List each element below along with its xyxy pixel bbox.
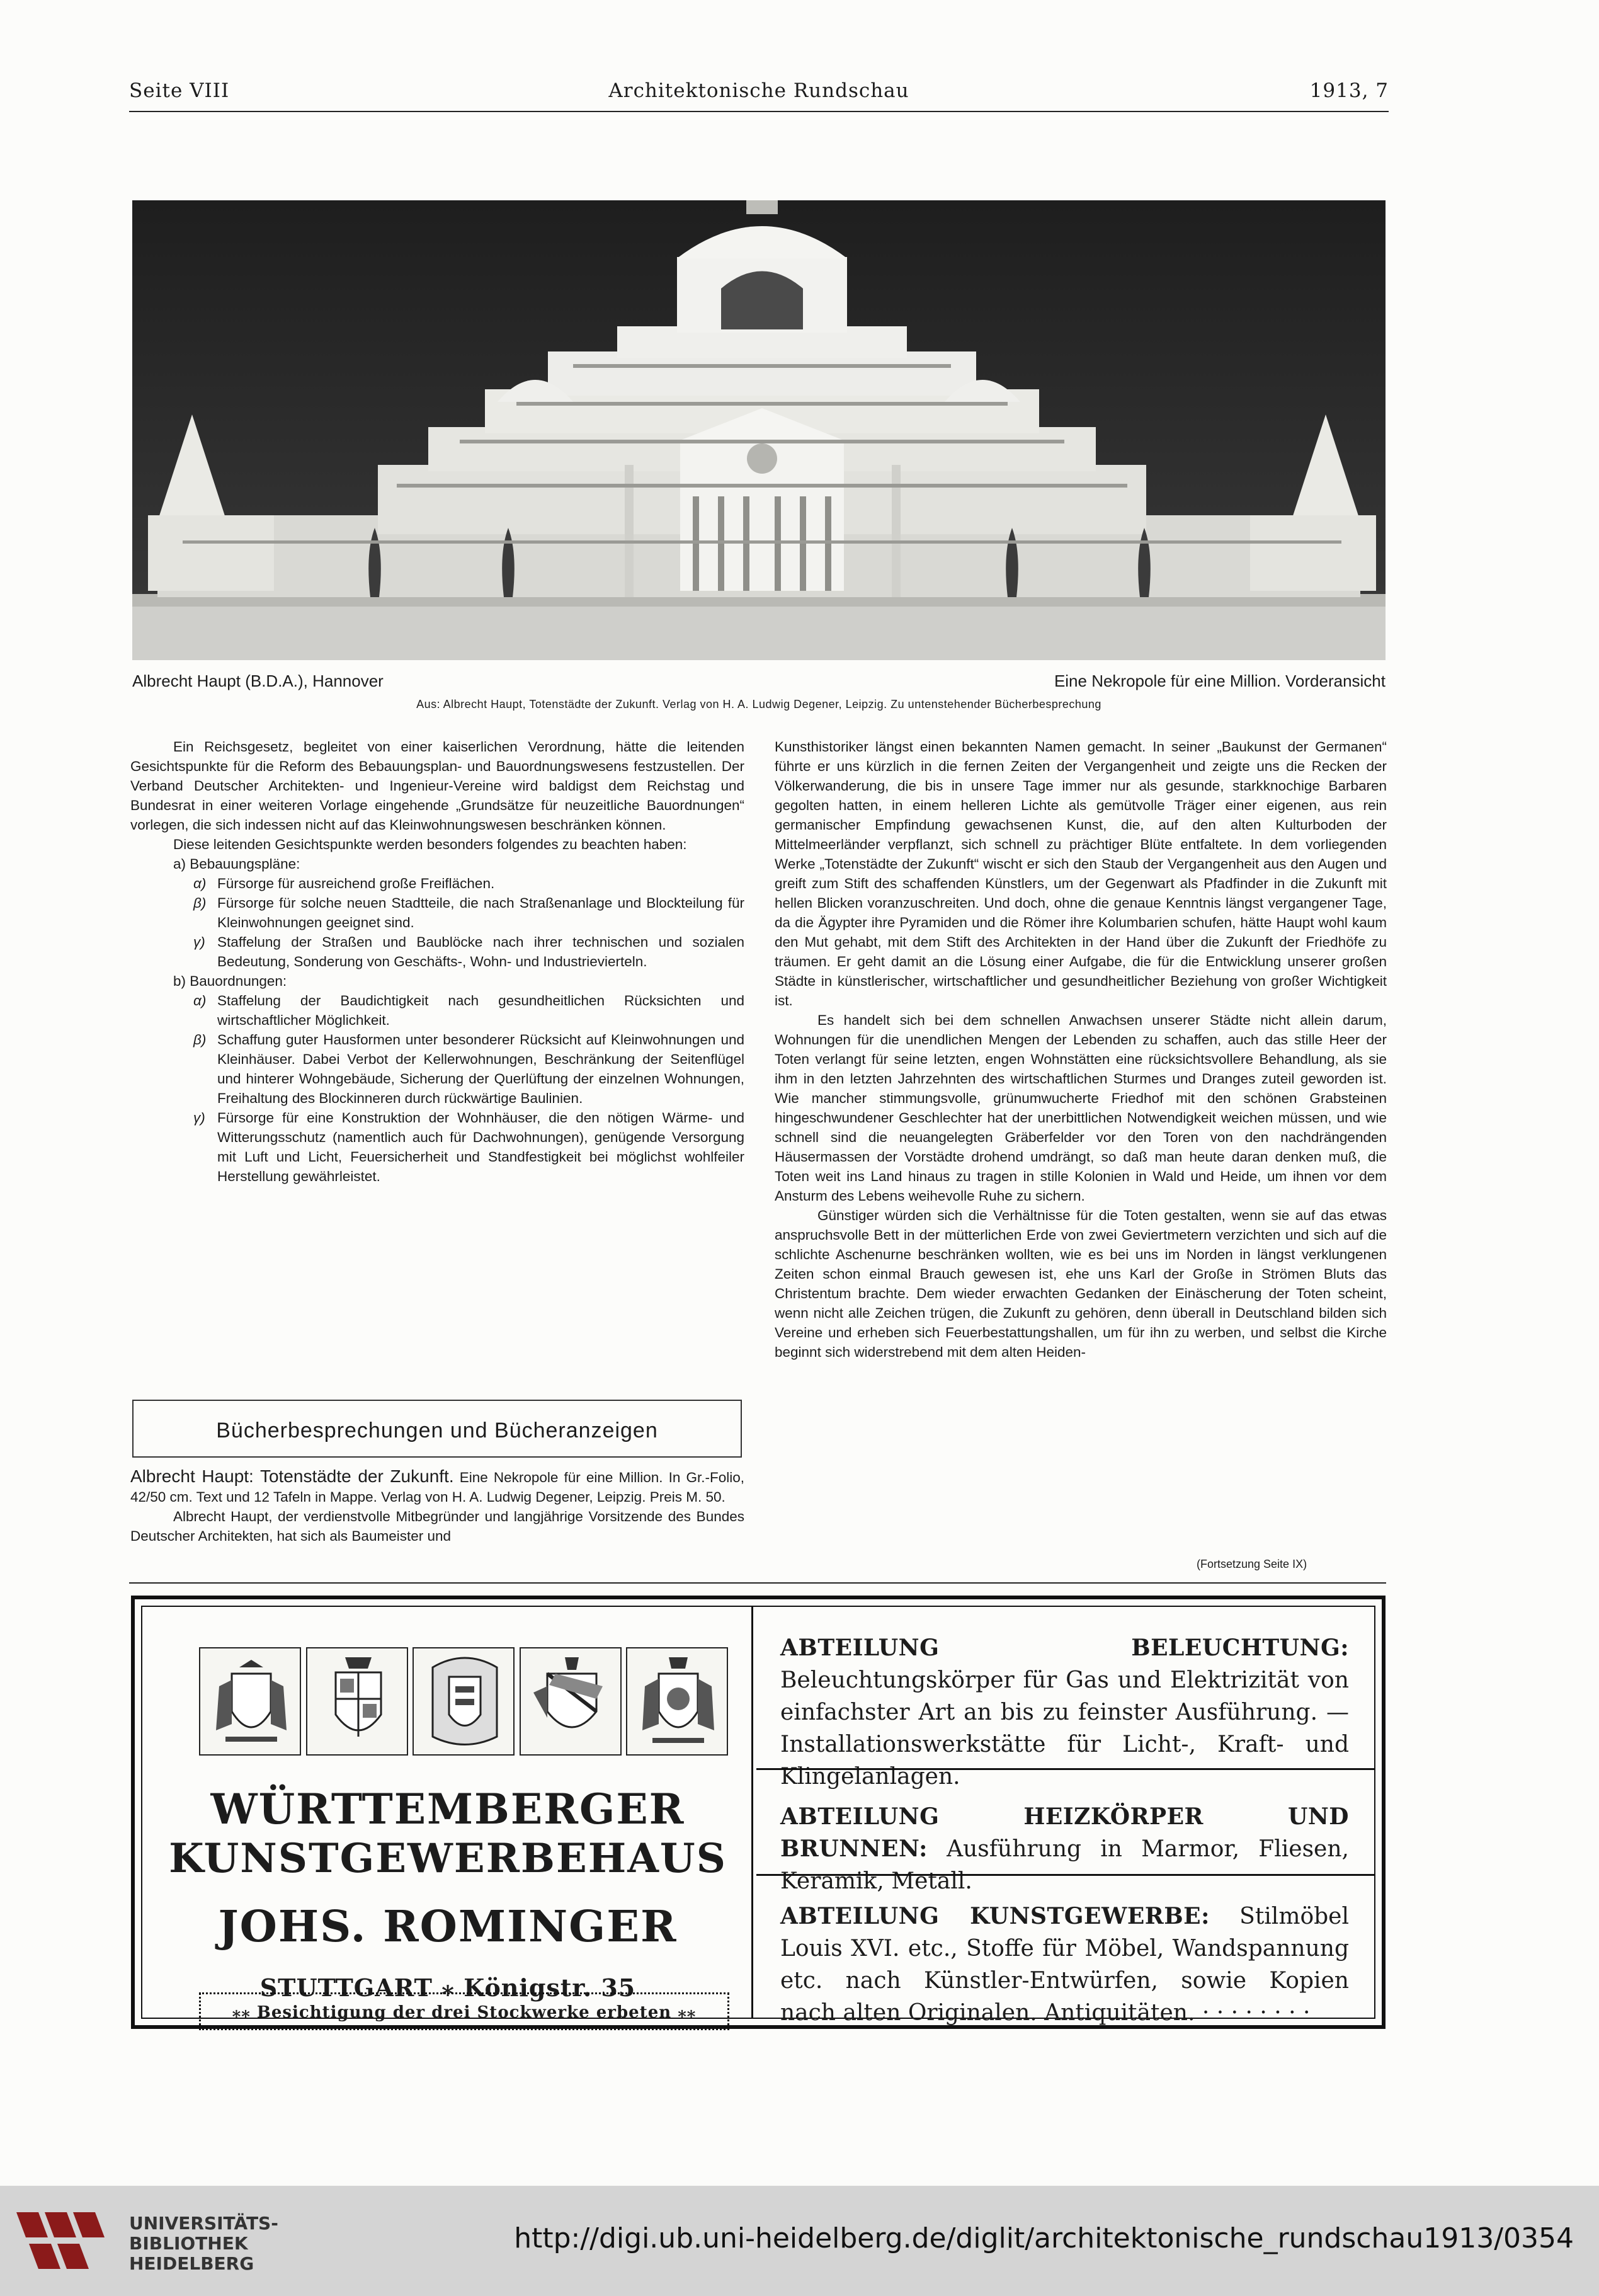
page-number: Seite VIII: [129, 79, 230, 102]
lead-paragraph: Diese leitenden Gesichtspunkte werden besonders folgendes zu beachten haben:: [173, 837, 687, 852]
running-header: [129, 74, 1389, 112]
list-item: [130, 1030, 744, 1108]
review-meta: Eine Nekropole für eine Million. In Gr.-Folio, 42/50 cm. Text und 12 Tafeln in Mappe. Verlag von H. A. Ludwig Degener, Leipzig. Preis M. 50.: [130, 1470, 744, 1505]
list-item-text: Fürsorge für solche neuen Stadtteile, die nach Straßenanlage und Blockteilung für Kleinwohnungen geeignet sind.: [217, 895, 744, 930]
figure-source: Aus: Albrecht Haupt, Totenstädte der Zukunft. Verlag von H. A. Ludwig Degener, Leipzig. Zu untenstehender Bücherbesprechung: [416, 698, 1101, 711]
visit-notice-box: [199, 1992, 729, 2030]
book-review-heading: Bücherbesprechungen und Bücheranzeigen: [216, 1419, 658, 1442]
right-paragraph-2: Es handelt sich bei dem schnellen Anwachsen unserer Städte nicht allein darum, Wohnungen für die unendlichen Mengen der Lebenden zu schaffen, auch das stille Heer der Toten verlangt für seine letzten, engen Wohnstätten eine rücksichtsvollere Behandlung, als sie ihm in den letzten Jahrzehnten des wirtschaftlichen Sturmes und Dranges zuteil geworden ist. Wie mancher stimmungsvolle, grünumwucherte Friedhof mit den schönen Grabsteinen hingeschwundener Geschlechter hat der unerbittlichen Notwendigkeit weichen müssen, und wie schnell sind die neuangelegten Gräberfelder vor den Toren von den nachdrängenden Häusermassen der Vorstädte drohend umdrängt, so daß man heute daran denken muß, die Toten weit ins Land hinaus zu tragen in stille Kolonien in Wald und Heide, um ihnen vor dem Ansturm des Lebens weihevolle Ruhe zu sichern.: [775, 1012, 1387, 1204]
figure-title: Eine Nekropole für eine Million. Vorderansicht: [1054, 671, 1386, 690]
list-marker: α): [193, 993, 207, 1008]
advertiser-panel: [142, 1607, 753, 2022]
book-review: [130, 1466, 744, 1546]
list-item: [130, 991, 744, 1030]
department-divider: [756, 1874, 1374, 1876]
coat-of-arms-icon: [520, 1647, 622, 1756]
necropolis-illustration: [132, 200, 1386, 660]
source-url[interactable]: http://digi.ub.uni-heidelberg.de/diglit/architektonische_rundschau1913/0354: [514, 2222, 1574, 2254]
coat-of-arms-icon: [199, 1647, 301, 1756]
company-name-line-1: WÜRTTEMBERGER: [210, 1785, 685, 1834]
university-library-logo-icon: [10, 2200, 117, 2282]
coat-of-arms-icon: [306, 1647, 408, 1756]
journal-title: Architektonische Rundschau: [608, 79, 909, 102]
list-item: [130, 874, 744, 893]
list-marker: α): [193, 876, 207, 891]
right-paragraph-3: Günstiger würden sich die Verhältnisse für die Toten gestalten, wenn sie auf das etwas anspruchsvolle Bett in der mütterlichen Erde von zwei Geviertmetern verzichten und sich auf die schlichte Aschenurne beschränken wollten, wie es bei uns im Norden in längst verklungenen Zeiten schon einmal Brauch gewesen ist, ehe uns Karl der Große in Strömen Bluts das Christentum brachte. Dem wieder erwachten Gedanken der Einäscherung der Toten scheint, wenn nicht alle Zeichen trügen, die Zukunft zu gehören, denn überall in Deutschland bilden sich Vereine und erheben sich Feuerbestattungshallen, um für ihn zu werben, und selbst die Kirche beginnt sich widerstrebend mit dem alten Heiden-: [775, 1208, 1387, 1360]
department-text: Ausführung in Marmor, Fliesen, Keramik, Metall.: [780, 1836, 1349, 1894]
list-item: [130, 932, 744, 971]
header-rule: [129, 111, 1389, 112]
library-name: UNIVERSITÄTS- BIBLIOTHEK HEIDELBERG: [129, 2213, 278, 2274]
list-item: [130, 893, 744, 932]
list-marker: β): [193, 1032, 207, 1048]
list-item-text: Staffelung der Straßen und Baublöcke nach ihrer technischen und sozialen Bedeutung, Sonderung von Geschäfts-, Wohn- und Industrievierteln.: [217, 934, 744, 969]
list-item-text: Fürsorge für ausreichend große Freiflächen.: [217, 876, 495, 891]
list-marker: γ): [193, 1110, 205, 1126]
department-title: ABTEILUNG HEIZKÖRPER UND BRUNNEN:: [780, 1803, 1349, 1862]
book-review-heading-box: [132, 1400, 742, 1458]
department-heating: [756, 1801, 1374, 1897]
coat-of-arms-icon: [626, 1647, 728, 1756]
departments-panel: [756, 1607, 1374, 2026]
company-name-line-2: KUNSTGEWERBEHAUS: [169, 1835, 727, 1882]
section-rule: [129, 1582, 1386, 1584]
department-text: Beleuchtungskörper für Gas und Elektrizität von einfachster Art an bis zu feinster Ausführung. — Installationswerkstätte für Licht-, Kraft- und Klingelanlagen.: [780, 1667, 1349, 1790]
list-heading-a: a) Bebauungspläne:: [173, 856, 300, 872]
coat-of-arms-icon: [413, 1647, 515, 1756]
department-crafts: [756, 1900, 1374, 2029]
list-item-text: Fürsorge für eine Konstruktion der Wohnhäuser, die den nötigen Wärme- und Witterungsschutz (namentlich auch für Dachwohnungen), genügende Versorgung mit Luft und Licht, Feuersicherheit und Standfestigkeit bei möglichst wohlfeiler Herstellung gewährleistet.: [217, 1110, 744, 1184]
list-heading-b: b) Bauordnungen:: [173, 973, 287, 989]
coat-of-arms-row: [199, 1647, 728, 1761]
list-item: [130, 1108, 744, 1186]
figure-caption: [132, 671, 1386, 697]
advertisement: [131, 1596, 1386, 2029]
review-text: Albrecht Haupt, der verdienstvolle Mitbegründer und langjährige Vorsitzende des Bundes Deutscher Architekten, hat sich als Baumeister und: [130, 1509, 744, 1544]
department-divider: [756, 1768, 1374, 1770]
intro-paragraph: Ein Reichsgesetz, begleitet von einer kaiserlichen Verordnung, hätte die leitenden Gesichtspunkte für die Reform des Bebauungsplan- und Bauordnungswesens festzustellen. Der Verband Deutscher Architekten- und Ingenieur-Vereine wird baldigst dem Reichstag und Bundesrat in einer weiteren Vorlage eingehende „Grundsätze für neuzeitliche Bauordnungen“ vorlegen, die sich indessen nicht auf das Kleinwohnungswesen beschränken können.: [130, 739, 744, 833]
visit-notice: ⁎⁎ Besichtigung der drei Stockwerke erbeten ⁎⁎: [232, 2003, 697, 2022]
issue-number: 1913, 7: [1309, 79, 1389, 102]
list-marker: γ): [193, 934, 205, 950]
review-title: Albrecht Haupt: Totenstädte der Zukunft.: [130, 1466, 454, 1486]
figure-author: Albrecht Haupt (B.D.A.), Hannover: [132, 671, 384, 690]
department-text: Stilmöbel Louis XVI. etc., Stoffe für Möbel, Wandspannung etc. nach Künstler-Entwürfen, sowie Kopien nach alten Originalen. Antiquitäten. · · · · · · · ·: [780, 1904, 1349, 2026]
department-title: ABTEILUNG KUNSTGEWERBE:: [780, 1903, 1210, 1929]
list-item-text: Schaffung guter Hausformen unter besonderer Rücksicht auf Kleinwohnungen und Kleinhäuser. Dabei Verbot der Kellerwohnungen, Beschränkung der Seitenflügel und hinterer Wohngebäude, Sicherung der Querlüftung der einzelnen Wohnungen, Freihaltung des Blockinneren durch rückwärtige Baulinien.: [217, 1032, 744, 1106]
continuation-note: (Fortsetzung Seite IX): [1197, 1558, 1307, 1570]
list-marker: β): [193, 895, 207, 911]
company-address: STUTTGART ⁎ Königstr. 35: [259, 1973, 636, 2002]
list-item-text: Staffelung der Baudichtigkeit nach gesundheitlichen Rücksichten und wirtschaftlicher Möglichkeit.: [217, 993, 744, 1028]
company-owner: JOHS. ROMINGER: [218, 1902, 678, 1952]
right-column: [775, 737, 1387, 1556]
department-title: ABTEILUNG BELEUCHTUNG:: [780, 1635, 1349, 1661]
library-footer: [0, 2186, 1599, 2296]
left-column: [130, 737, 744, 1186]
right-paragraph-1: Kunsthistoriker längst einen bekannten Namen gemacht. In seiner „Baukunst der Germanen“ führte er uns kürzlich in die fernen Zeiten der Vergangenheit und zeigte uns die Recken der Völkerwanderung, die bis in unsere Tage immer nur als gesunde, starkknochige Barbaren gegolten hatten, in einem helleren Lichte als gemütvolle Träger einer eigenen, aus rein germanischer Empfindung gewachsenen Kunst, die, auf den alten Kulturboden der Mittelmeerländer verpflanzt, sich schnell zu prächtiger Blüte entfaltete. In dem vorliegenden Werke „Totenstädte der Zukunft“ wischt er sich den Staub der Vergangenheit aus den Augen und greift zum Stift des schaffenden Künstlers, um der Gegenwart als Pfadfinder in die Zukunft mit hellen Blicken voranzuschreiten. Und doch, ohne die genaue Kenntnis längst vergangener Tage, da die Ägypter ihre Pyramiden und die Römer ihre Kolumbarien schufen, hätte Haupt wohl kaum den Mut gehabt, mit dem Stift des Architekten in der Hand über die Zukunft der Friedhöfe zu träumen. Er geht damit an die Lösung einer Aufgabe, die für die Entwicklung unserer großen Städte in künstlerischer, wirtschaftlicher und gesundheitlicher Beziehung von großer Wichtigkeit ist.: [775, 739, 1387, 1008]
